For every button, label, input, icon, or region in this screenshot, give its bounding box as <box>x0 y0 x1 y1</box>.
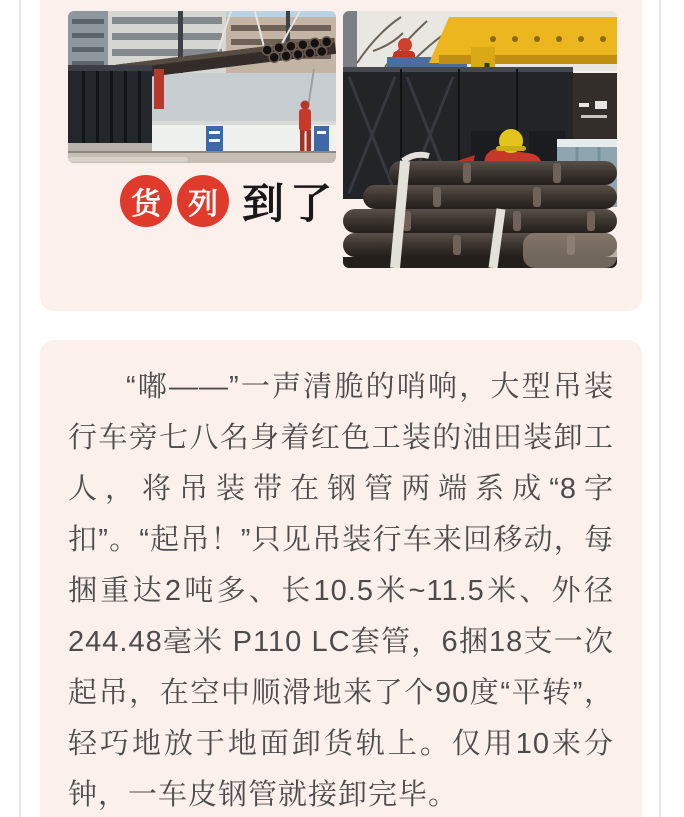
page-edge-right <box>659 0 661 817</box>
hero-title-text: 到了 <box>242 180 339 227</box>
second-wagon <box>573 73 617 145</box>
article-paragraph: “嘟——”一声清脆的哨响，大型吊装行车旁七八名身着红色工装的油田装卸工人，将吊装带在钢管两端系成“8字扣”。“起吊！”只见吊装行车来回移动，每捆重达2吨多、长10.5米~11.5米、外径244.48毫米 P110 LC套管，6捆18支一次起吊，在空中顺滑地来了个90度“平转”，轻巧地放于地面卸货轨上。仅用10来分钟，一车皮钢管就接卸完毕。 <box>68 371 614 811</box>
hero-card <box>40 0 642 311</box>
page-edge-left <box>19 0 21 817</box>
photo-right-illustration <box>343 11 617 268</box>
red-loader-arm <box>154 69 164 109</box>
photo-left-illustration <box>68 11 336 163</box>
badge-huo: 货 <box>120 175 172 227</box>
crane-beam <box>429 17 617 67</box>
photo-rail-yard-crane-lift[interactable] <box>68 11 336 163</box>
badge-lie: 列 <box>177 175 229 227</box>
hero-title <box>120 175 338 227</box>
photo-worker-rigging-pipes[interactable] <box>343 11 617 268</box>
article-card <box>40 340 642 817</box>
